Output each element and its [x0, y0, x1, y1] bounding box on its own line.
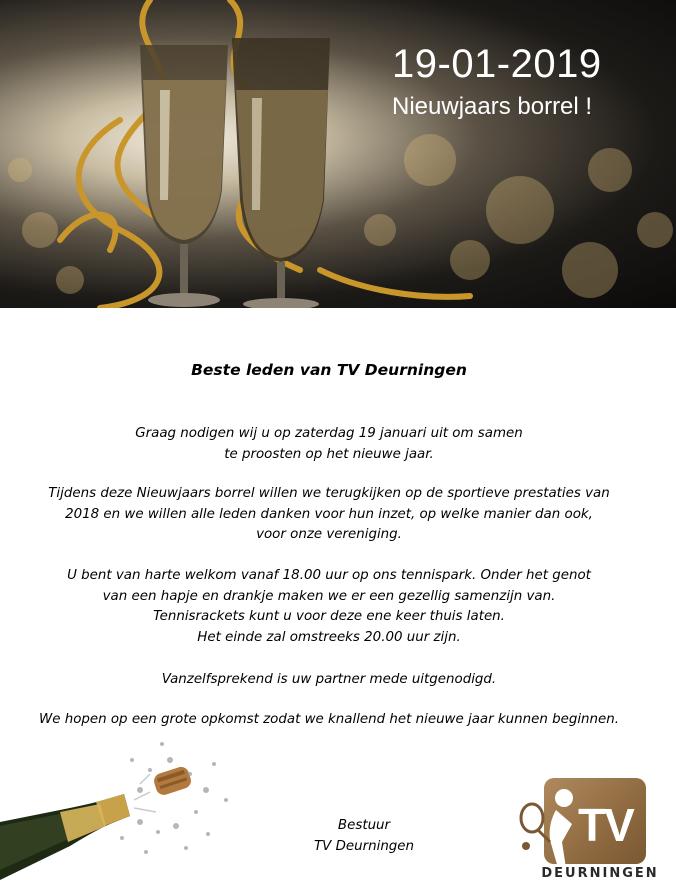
- text-line: voor onze vereniging.: [256, 527, 402, 542]
- text-line: Tijdens deze Nieuwjaars borrel willen we terugkijken op de sportieve prestaties van: [48, 486, 610, 501]
- champagne-bottle-icon: [0, 730, 240, 892]
- paragraph-review: [0, 484, 658, 546]
- greeting: Beste leden van TV Deurningen: [191, 361, 467, 379]
- paragraph-invite: [0, 424, 658, 465]
- event-title: Nieuwjaars borrel !: [392, 93, 593, 120]
- paragraph-welcome: [0, 566, 658, 648]
- text-line: U bent van harte welkom vanaf 18.00 uur op ons tennispark. Onder het genot: [67, 568, 591, 583]
- text-line: Tennisrackets kunt u voor deze ene keer thuis laten.: [153, 609, 505, 624]
- signature-line: TV Deurningen: [313, 838, 415, 854]
- text-line: van een hapje en drankje maken we er een gezellig samenzijn van.: [102, 588, 556, 604]
- text-line: te proosten op het nieuwe jaar.: [224, 446, 434, 462]
- club-logo: [518, 778, 668, 888]
- paragraph-closing: [0, 710, 658, 731]
- text-line: 2018 en we willen alle leden danken voor hun inzet, op welke manier dan ook,: [65, 506, 593, 522]
- text-line: Vanzelfsprekend is uw partner mede uitgenodigd.: [161, 672, 497, 687]
- text-line: Graag nodigen wij u op zaterdag 19 januari uit om samen: [135, 426, 523, 441]
- hero-banner: [0, 0, 676, 308]
- logo-name: DEURNINGEN: [541, 866, 659, 881]
- logo-mark: TV: [578, 799, 633, 851]
- text-line: We hopen op een grote opkomst zodat we knallend het nieuwe jaar kunnen beginnen.: [38, 712, 620, 727]
- event-date: 19-01-2019: [392, 42, 602, 86]
- signature-line: Bestuur: [337, 818, 391, 833]
- paragraph-partner: [0, 670, 658, 691]
- text-line: Het einde zal omstreeks 20.00 uur zijn.: [197, 629, 461, 645]
